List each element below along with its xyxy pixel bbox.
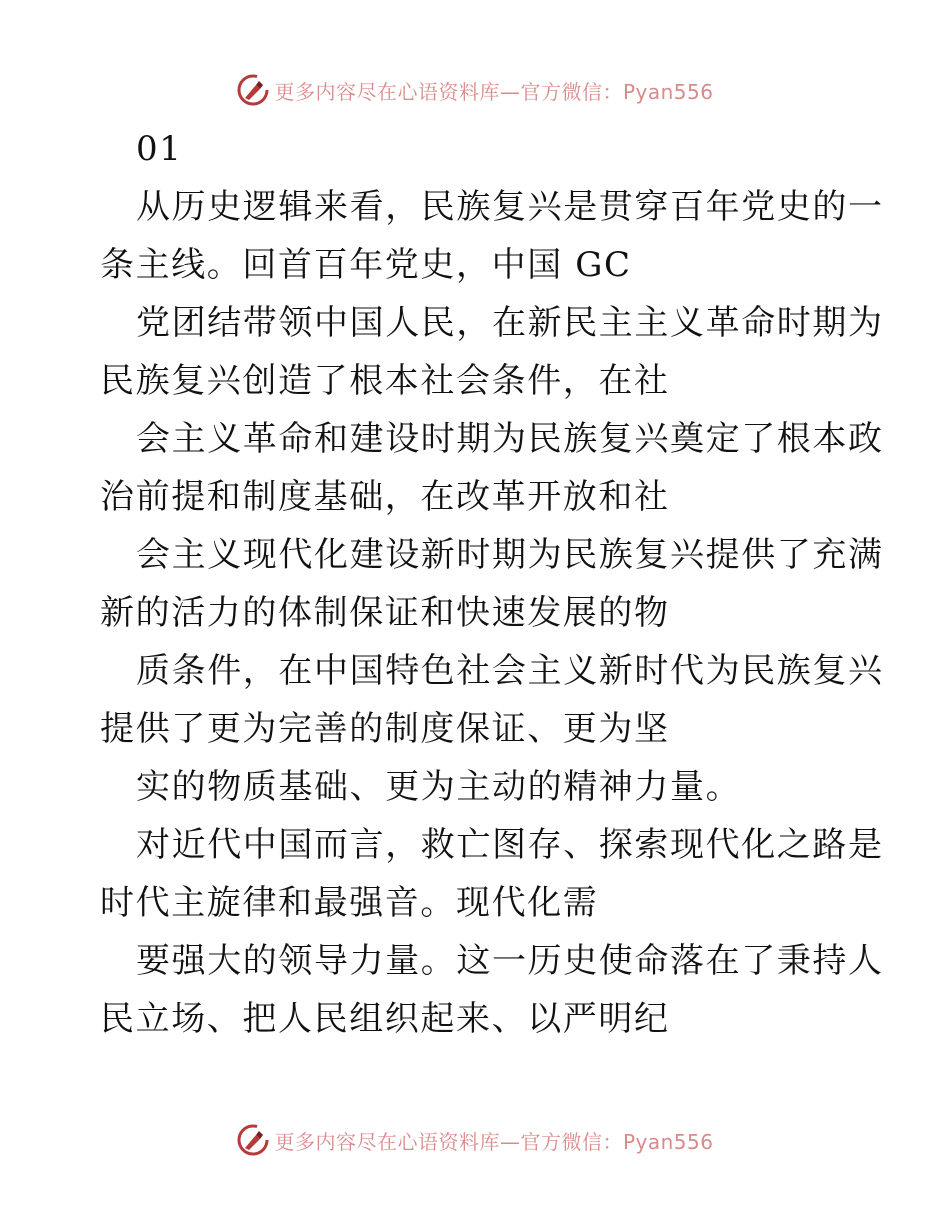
text-line: 时代主旋律和最强音。现代化需 [100, 883, 599, 923]
watermark-text: 更多内容尽在心语资料库—官方微信：Pyan556 [274, 1129, 714, 1154]
text-line: 民族复兴创造了根本社会条件，在社 [100, 361, 670, 401]
text-line: 从历史逻辑来看，民族复兴是贯穿百年党史的一 [136, 187, 884, 227]
text-line: 新的活力的体制保证和快速发展的物 [100, 593, 670, 633]
text-line: 会主义现代化建设新时期为民族复兴提供了充满 [136, 535, 884, 575]
text-line: 01 [136, 129, 183, 169]
pen-nib-icon [236, 1123, 270, 1157]
text-line: 提供了更为完善的制度保证、更为坚 [100, 709, 670, 749]
text-line: 质条件，在中国特色社会主义新时代为民族复兴 [136, 651, 884, 691]
text-line: 实的物质基础、更为主动的精神力量。 [136, 767, 742, 807]
text-line: 治前提和制度基础，在改革开放和社 [100, 477, 670, 517]
text-line: 条主线。回首百年党史，中国 GC [100, 245, 632, 285]
header-watermark [0, 70, 950, 110]
text-line: 党团结带领中国人民，在新民主主义革命时期为 [136, 303, 884, 343]
pen-nib-icon [236, 73, 270, 107]
text-line: 民立场、把人民组织起来、以严明纪 [100, 999, 670, 1039]
text-line: 要强大的领导力量。这一历史使命落在了秉持人 [136, 941, 884, 981]
text-line: 会主义革命和建设时期为民族复兴奠定了根本政 [136, 419, 884, 459]
document-body [100, 120, 884, 1048]
watermark-text: 更多内容尽在心语资料库—官方微信：Pyan556 [274, 79, 714, 104]
footer-watermark [0, 1120, 950, 1160]
text-line: 对近代中国而言，救亡图存、探索现代化之路是 [136, 825, 884, 865]
